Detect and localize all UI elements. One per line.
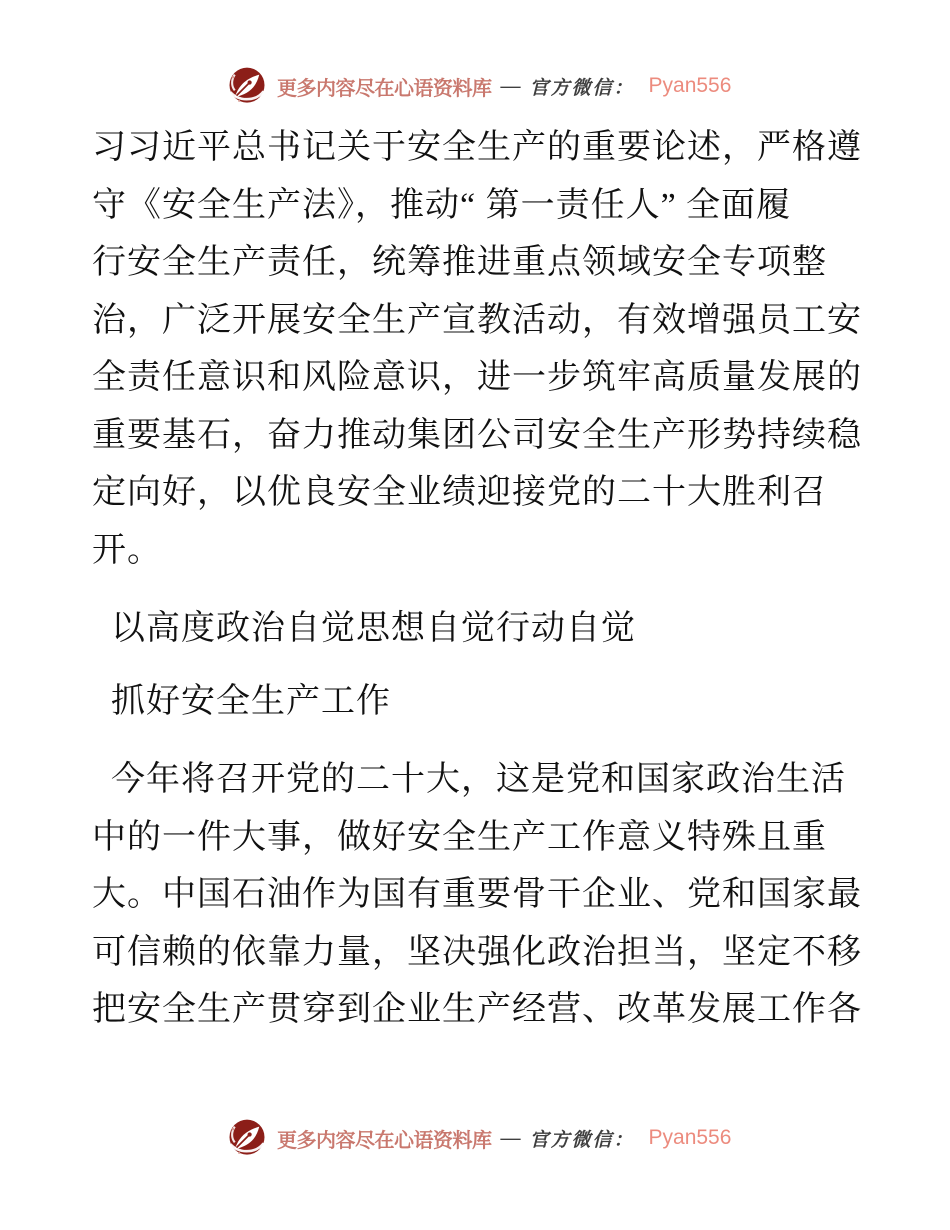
header-watermark bbox=[226, 60, 731, 112]
brand-separator: — bbox=[500, 1126, 521, 1149]
wechat-id: Pyan556 bbox=[648, 1126, 732, 1149]
brand-separator: — bbox=[500, 74, 521, 97]
pen-in-circle-logo-icon bbox=[226, 1117, 268, 1159]
text-line: 重要基石，奋力推动集团公司安全生产形势持续稳 bbox=[92, 416, 862, 454]
text-line: 行安全生产责任，统筹推进重点领域安全专项整 bbox=[92, 244, 827, 281]
text-line: 大。中国石油作为国有重要骨干企业、党和国家最 bbox=[92, 876, 862, 913]
brand-text: 更多内容尽在心语资料库 bbox=[277, 77, 492, 100]
text-line: 中的一件大事，做好安全生产工作意义特殊且重 bbox=[92, 818, 827, 856]
text-line: 以高度政治自觉思想自觉行动自觉 bbox=[111, 610, 636, 647]
body-paragraph bbox=[92, 119, 892, 579]
text-line: 习习近平总书记关于安全生产的重要论述，严格遵 bbox=[92, 129, 862, 166]
pen-in-circle-logo-icon bbox=[226, 65, 268, 107]
heading-paragraph bbox=[92, 600, 892, 658]
text-line: 可信赖的依靠力量，坚决强化政治担当，坚定不移 bbox=[92, 933, 862, 971]
document-body bbox=[92, 119, 892, 1039]
text-line: 治，广泛开展安全生产宣教活动，有效增强员工安 bbox=[92, 301, 862, 339]
text-line: 开。 bbox=[92, 531, 162, 569]
text-line: 抓好安全生产工作 bbox=[111, 682, 391, 720]
wechat-label: 官方微信： bbox=[529, 1129, 635, 1151]
heading-paragraph bbox=[92, 673, 892, 731]
text-line: 把安全生产贯穿到企业生产经营、改革发展工作各 bbox=[92, 991, 862, 1028]
footer-watermark bbox=[226, 1112, 731, 1164]
wechat-label: 官方微信： bbox=[529, 77, 635, 99]
text-line: 守《安全生产法》，推动“ 第一责任人” 全面履 bbox=[92, 186, 792, 224]
text-line: 定向好，以优良安全业绩迎接党的二十大胜利召 bbox=[92, 474, 827, 511]
text-line: 今年将召开党的二十大，这是党和国家政治生活 bbox=[111, 761, 846, 798]
body-paragraph bbox=[92, 751, 892, 1039]
text-line: 全责任意识和风险意识，进一步筑牢高质量发展的 bbox=[92, 359, 862, 396]
brand-text: 更多内容尽在心语资料库 bbox=[277, 1129, 492, 1152]
wechat-id: Pyan556 bbox=[648, 74, 732, 97]
